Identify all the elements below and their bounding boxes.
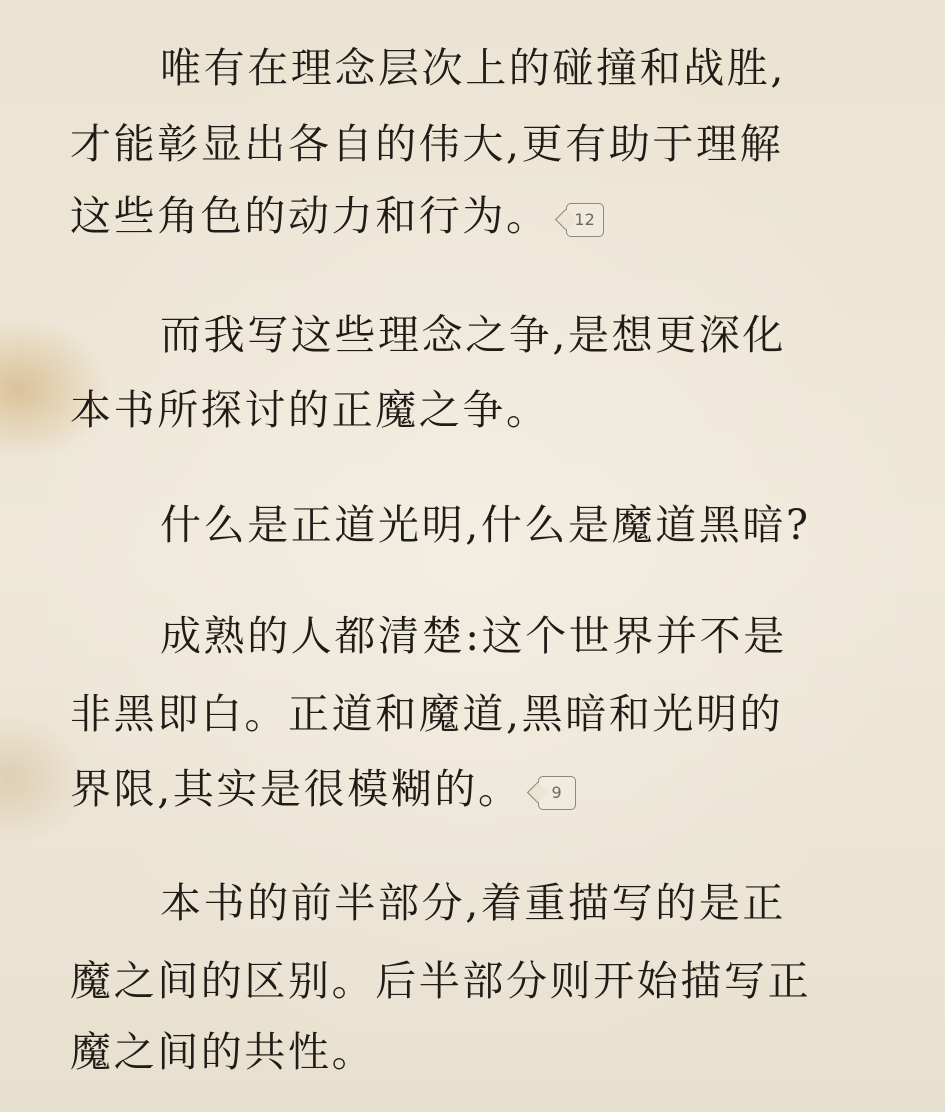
paragraph-4-line-2: 非黑即白。正道和魔道,黑暗和光明的 [70, 690, 784, 738]
paragraph-1-line-1: 唯有在理念层次上的碰撞和战胜, [160, 44, 787, 92]
paragraph-1-line-3 [70, 186, 882, 246]
paragraph-5-line-2: 魔之间的区别。后半部分则开始描写正 [70, 957, 812, 1005]
paragraph-3-line-1: 什么是正道光明,什么是魔道黑暗? [160, 501, 811, 549]
paragraph-1-line-3-text: 这些角色的动力和行为。 [70, 192, 550, 240]
comment-bubble-icon[interactable] [566, 203, 604, 237]
paragraph-2-line-1: 而我写这些理念之争,是想更深化 [160, 311, 787, 359]
paragraph-4-line-3 [70, 759, 882, 819]
paragraph-4-line-3-text: 界限,其实是很模糊的。 [70, 765, 522, 813]
paragraph-comment-count: 12 [574, 209, 595, 229]
paragraph-comment-count: 9 [551, 782, 562, 802]
paragraph-4-line-1: 成熟的人都清楚:这个世界并不是 [160, 612, 787, 660]
comment-bubble-icon[interactable] [538, 776, 576, 810]
paragraph-1-line-2: 才能彰显出各自的伟大,更有助于理解 [70, 120, 784, 168]
paragraph-2-line-2: 本书所探讨的正魔之争。 [70, 386, 550, 434]
paragraph-5-line-1: 本书的前半部分,着重描写的是正 [160, 879, 787, 927]
paragraph-5-line-3: 魔之间的共性。 [70, 1028, 376, 1076]
